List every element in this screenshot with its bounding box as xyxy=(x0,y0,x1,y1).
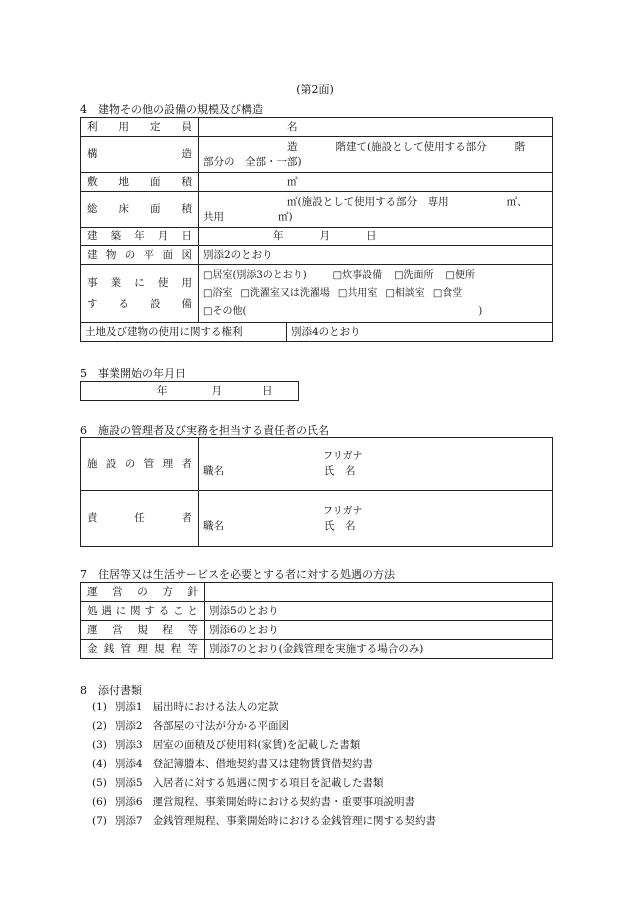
facilities-field: □ 居室(別添3のとおり)□ 炊事設備□ 洗面所□ 便所 □ 浴室□ 洗濯室又は洗濯場□ 共用室□ 相談室□ 食堂 □ その他( ) xyxy=(199,265,553,323)
manager-furigana: フリガナ xyxy=(323,451,363,462)
list-item: (7) 別添7 金銭管理規程、事業開始時における金銭管理に関する契約書 xyxy=(92,815,437,827)
treatment-value: 別添5のとおり xyxy=(205,602,553,621)
responsible-position: 職名 xyxy=(203,519,224,532)
policy-label: 運 営 の 方 針 xyxy=(81,583,205,602)
capacity-label: 利 用 定 員 xyxy=(81,118,199,137)
manager-position: 職名 xyxy=(203,465,224,477)
checkbox-kitchen[interactable]: □ 炊事設備 xyxy=(333,270,382,281)
site-area-field[interactable]: ㎡ xyxy=(199,173,553,192)
rights-label: 土地及び建物の使用に関する権利 xyxy=(81,323,287,342)
built-date-field[interactable]: 年 月 日 xyxy=(199,228,553,246)
checkbox-consult-room[interactable]: □ 相談室 xyxy=(385,288,424,299)
list-item: (5) 別添5 入居者に対する処遇に関する項目を記載した書類 xyxy=(92,777,384,789)
treatment-row xyxy=(81,583,553,602)
floor-plan-label: 建 物 の 平 面 図 xyxy=(81,246,199,265)
manager-field[interactable] xyxy=(199,438,553,491)
structure-label: 構 造 xyxy=(81,137,199,173)
responsible-field[interactable] xyxy=(199,491,553,547)
site-area-row xyxy=(81,173,553,192)
money-rules-value: 別添7のとおり(金銭管理を実施する場合のみ) xyxy=(205,640,553,659)
money-rules-label: 金 銭 管 理 規 程 等 xyxy=(81,640,205,659)
manager-row xyxy=(81,438,553,491)
checkbox-toilet[interactable]: □ 便所 xyxy=(446,270,475,281)
structure-row xyxy=(81,137,553,173)
capacity-row xyxy=(81,118,553,137)
checkbox-common-room[interactable]: □ 共用室 xyxy=(338,288,377,299)
rights-row xyxy=(81,323,553,342)
policy-value[interactable] xyxy=(205,583,553,602)
page-label: (第2面) xyxy=(296,83,334,96)
start-date-field[interactable]: 年 月 日 xyxy=(81,382,299,401)
floor-plan-row xyxy=(81,246,553,265)
start-date-table xyxy=(80,381,299,401)
checkbox-laundry[interactable]: □ 洗濯室又は洗濯場 xyxy=(240,288,329,299)
capacity-field[interactable]: 名 xyxy=(199,118,553,137)
section6-title: 6 施設の管理者及び実務を担当する責任者の氏名 xyxy=(80,424,329,437)
manager-label: 施 設 の 管 理 者 xyxy=(81,438,199,491)
treatment-label: 処 遇 に 関 す る こ と xyxy=(81,602,205,621)
list-item: (6) 別添6 運営規程、事業開始時における契約書・重要事項説明書 xyxy=(92,796,416,808)
list-item: (1) 別添1 届出時における法人の定款 xyxy=(92,701,279,713)
structure-field[interactable]: 造 階建て(施設として使用する部分 階 部分の 全部・一部) xyxy=(199,137,553,173)
built-date-row xyxy=(81,228,553,246)
rights-value: 別添4のとおり xyxy=(287,323,553,342)
responsible-furigana: フリガナ xyxy=(323,505,363,517)
manager-table xyxy=(80,437,553,547)
treatment-row xyxy=(81,621,553,640)
site-area-label: 敷 地 面 積 xyxy=(81,173,199,192)
floor-plan-value: 別添2のとおり xyxy=(199,246,553,265)
treatment-table xyxy=(80,582,553,659)
list-item: (4) 別添4 登記簿謄本、借地契約書又は建物賃貸借契約書 xyxy=(92,758,374,770)
facilities-row xyxy=(81,265,553,323)
responsible-name: 氏 名 xyxy=(324,519,356,532)
facilities-label: 事 業 に 使 用 す る 設 備 xyxy=(81,265,199,323)
floor-area-row xyxy=(81,192,553,228)
responsible-label: 責 任 者 xyxy=(81,491,199,547)
rules-label: 運 営 規 程 等 xyxy=(81,621,205,640)
treatment-row xyxy=(81,640,553,659)
floor-area-field[interactable]: ㎡(施設として使用する部分 専用 ㎡、 共用 ㎡) xyxy=(199,192,553,228)
checkbox-dining[interactable]: □ 食堂 xyxy=(433,288,462,299)
checkbox-room[interactable]: □ 居室(別添3のとおり) xyxy=(203,270,307,281)
built-date-label: 建 築 年 月 日 xyxy=(81,228,199,246)
floor-area-label: 総 床 面 積 xyxy=(81,192,199,228)
section5-title: 5 事業開始の年月日 xyxy=(80,367,186,380)
building-table xyxy=(80,117,553,342)
checkbox-washroom[interactable]: □ 洗面所 xyxy=(394,270,433,281)
responsible-row xyxy=(81,491,553,547)
list-item: (2) 別添2 各部屋の寸法が分かる平面図 xyxy=(92,720,290,732)
manager-name: 氏 名 xyxy=(324,465,356,477)
checkbox-other[interactable]: □ その他( xyxy=(203,306,246,317)
section8-title: 8 添付書類 xyxy=(80,684,142,697)
section7-title: 7 住居等又は生活サービスを必要とする者に対する処遇の方法 xyxy=(80,568,395,581)
list-item: (3) 別添3 居室の面積及び使用料(家賃)を記載した書類 xyxy=(92,739,361,751)
treatment-row xyxy=(81,602,553,621)
checkbox-bath[interactable]: □ 浴室 xyxy=(203,288,232,299)
section4-title: 4 建物その他の設備の規模及び構造 xyxy=(80,103,263,116)
rules-value: 別添6のとおり xyxy=(205,621,553,640)
